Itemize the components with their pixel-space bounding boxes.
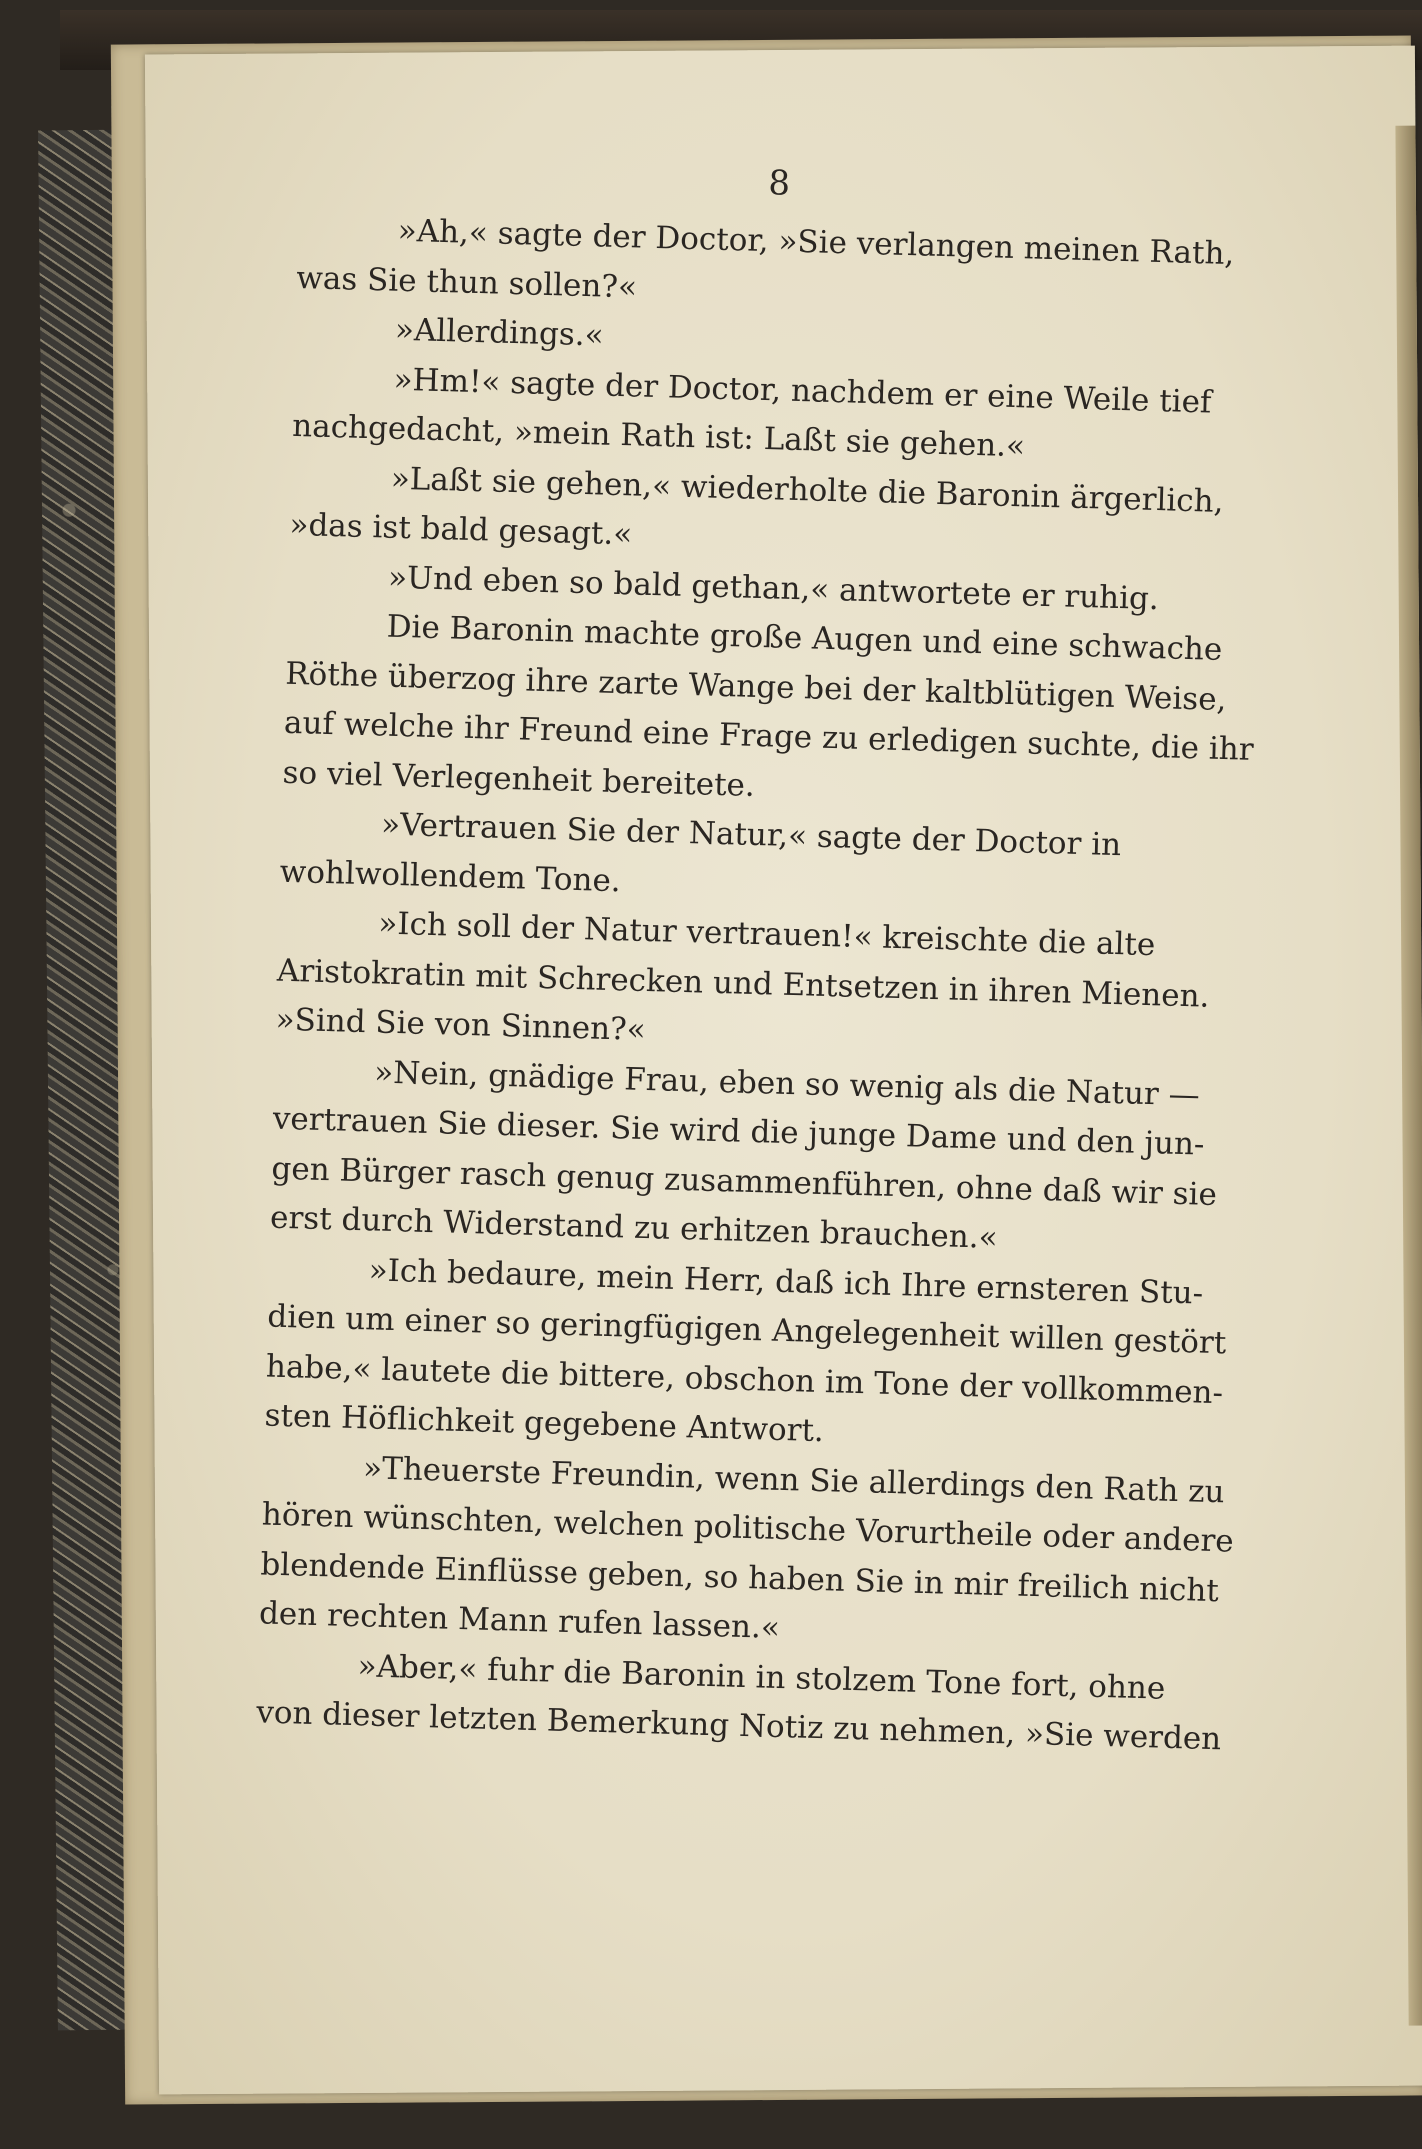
text-line: von dieser letzten Bemerkung Notiz zu nehmen, »Sie werden	[255, 1694, 1222, 1758]
text-line: erst durch Widerstand zu erhitzen brauchen.«	[269, 1199, 999, 1256]
text-line: vertrauen Sie dieser. Sie wird die junge Dame und den jun-	[272, 1100, 1205, 1163]
page-number: 8	[767, 163, 791, 204]
text-line: »Hm!« sagte der Doctor, nachdem er eine Weile tief	[393, 361, 1212, 421]
text-lines	[256, 204, 1258, 1765]
text-line: »Ich soll der Natur vertrauen!« kreischte die alte	[377, 905, 1156, 964]
text-line: »Vertrauen Sie der Natur,« sagte der Doctor in	[380, 806, 1122, 864]
text-line: »Nein, gnädige Frau, eben so wenig als die Natur —	[373, 1053, 1201, 1113]
text-line: Die Baronin machte große Augen und eine schwache	[386, 608, 1223, 668]
text-line: »Theuerste Freundin, wenn Sie allerdings den Rath zu	[362, 1449, 1226, 1510]
text-line: »Sind Sie von Sinnen?«	[275, 1001, 647, 1048]
text-line: »Und eben so bald gethan,« antwortete er ruhig.	[387, 559, 1160, 617]
text-line: den rechten Mann rufen lassen.«	[258, 1595, 781, 1646]
text-line: »das ist bald gesagt.«	[289, 506, 633, 553]
text-line: dien um einer so geringfügigen Angelegenheit willen gestört	[266, 1298, 1227, 1362]
text-line: Röthe überzog ihre zarte Wange bei der kaltblütigen Weise,	[284, 655, 1227, 718]
text-line: »Ich bedaure, mein Herr, daß ich Ihre ernsteren Stu-	[368, 1251, 1204, 1312]
text-line: auf welche ihr Freund eine Frage zu erledigen suchte, die ihr	[283, 704, 1255, 768]
text-line: wohlwollendem Tone.	[279, 853, 622, 899]
text-line: gen Bürger rasch genug zusammenführen, ohne daß wir sie	[271, 1150, 1218, 1213]
text-line: »Laßt sie gehen,« wiederholte die Baronin ärgerlich,	[390, 460, 1225, 520]
text-line: blendende Einflüsse geben, so haben Sie in mir freilich nicht	[260, 1545, 1220, 1609]
text-line: sten Höflichkeit gegebene Antwort.	[264, 1397, 825, 1450]
text-line: »Aber,« fuhr die Baronin in stolzem Tone fort, ohne	[357, 1647, 1166, 1707]
text-line: was Sie thun sollen?«	[295, 259, 638, 305]
page-gutter-shadow	[1395, 126, 1422, 2026]
text-line: Aristokratin mit Schrecken und Entsetzen in ihren Mienen.	[276, 952, 1210, 1015]
text-line: »Allerdings.«	[394, 311, 605, 354]
page-text-block	[256, 150, 1260, 1765]
text-line: nachgedacht, »mein Rath ist: Laßt sie gehen.«	[291, 407, 1026, 465]
text-line: »Ah,« sagte der Doctor, »Sie verlangen meinen Rath,	[397, 212, 1235, 273]
text-line: habe,« lautete die bittere, obschon im Tone der vollkommen-	[265, 1348, 1224, 1411]
text-line: hören wünschten, welchen politische Vorurtheile oder andere	[261, 1496, 1235, 1560]
text-line: so viel Verlegenheit bereitete.	[282, 754, 756, 804]
